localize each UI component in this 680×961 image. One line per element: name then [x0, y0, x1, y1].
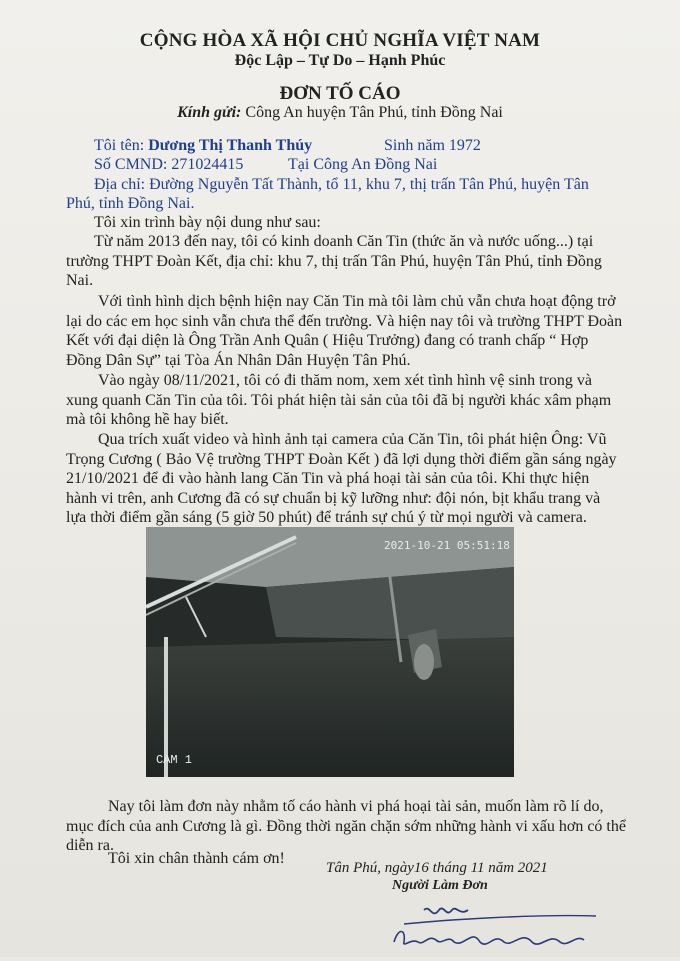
intro-text: Tôi xin trình bày nội dung như sau: [94, 214, 321, 231]
id-label: Số CMND: [94, 156, 168, 173]
name-line [94, 136, 312, 156]
camera-label: CAM 1 [156, 753, 193, 767]
recipient-label: Kính gửi: [177, 104, 242, 121]
national-title: CỘNG HÒA XÃ HỘI CHỦ NGHĨA VIỆT NAM [139, 30, 541, 51]
recipient-line [0, 104, 680, 122]
thanks-text: Tôi xin chân thành cám ơn! [108, 850, 285, 867]
cctv-screenshot [146, 527, 514, 777]
paragraph-1: Từ năm 2013 đến nay, tôi có kinh doanh Căn Tin (thức ăn và nước uống...) tại trường THPT Đoàn Kết, địa chỉ: khu 7, thị trấn Tân Phú, huyện Tân Phú, tỉnh Đồng Nai. [66, 233, 602, 289]
signature-image [384, 898, 614, 956]
id-place: Tại Công An Đồng Nai [288, 156, 438, 173]
sign-date: Tân Phú, ngày16 tháng 11 năm 2021 [326, 860, 548, 876]
handwritten-signature [384, 898, 614, 961]
id-number: 271024415 [171, 156, 244, 173]
signer-title: Người Làm Đơn [392, 878, 488, 893]
complainant-name: Dương Thị Thanh Thúy [148, 137, 313, 154]
cctv-scene-image [146, 527, 514, 777]
address-line-1: Địa chỉ: Đường Nguyễn Tất Thành, tổ 11, khu 7, thị trấn Tân Phú, huyện Tân [94, 176, 589, 193]
address-line-2: Phú, tỉnh Đồng Nai. [66, 195, 195, 212]
id-line [94, 155, 243, 175]
national-motto: Độc Lập – Tự Do – Hạnh Phúc [234, 52, 446, 69]
paragraph-2: Với tình hình dịch bệnh hiện nay Căn Tin mà tôi làm chủ vẫn chưa hoạt động trở lại do các em học sinh vẫn chưa thể đến trường. Và hiện nay tôi và trường THPT Đoàn Kết với đại diện là Ông Trần Anh Quân ( Hiệu Trưởng) đang có tranh chấp “ Hợp Đồng Dân Sự” tại Tòa Án Nhân Dân Huyện Tân Phú. [66, 293, 623, 369]
camera-timestamp: 2021-10-21 05:51:18 [384, 539, 510, 552]
paragraph-5: Nay tôi làm đơn này nhằm tố cáo hành vi phá hoại tài sản, muốn làm rõ lí do, mục đích của anh Cương là gì. Đồng thời ngăn chặn sớm những hành vi xấu hơn có thể diễn ra. [66, 798, 626, 854]
name-label: Tôi tên: [94, 137, 145, 154]
recipient-value: Công An huyện Tân Phú, tỉnh Đồng Nai [245, 104, 503, 121]
paragraph-4: Qua trích xuất video và hình ảnh tại camera của Căn Tin, tôi phát hiện Ông: Vũ Trọng Cương ( Bảo Vệ trường THPT Đoàn Kết ) đã lợi dụng thời điểm gần sáng ngày 21/10/2021 để đi vào hành lang Căn Tin và phá hoại tài sản của tôi. Khi thực hiện hành vi trên, anh Cương đã có sự chuẩn bị kỹ lưỡng như: đội nón, bịt khẩu trang và lựa thời điểm gần sáng (5 giờ 50 phút) để tránh sự chú ý từ mọi người và camera. [66, 431, 617, 526]
paragraph-3: Vào ngày 08/11/2021, tôi có đi thăm nom, xem xét tình hình vệ sinh trong và xung quanh Căn Tin của tôi. Tôi phát hiện tài sản của tôi đã bị người khác xâm phạm mà tôi không hề hay biết. [66, 372, 612, 428]
birth-year: Sinh năm 1972 [384, 137, 481, 154]
document-title: ĐƠN TỐ CÁO [279, 83, 401, 104]
